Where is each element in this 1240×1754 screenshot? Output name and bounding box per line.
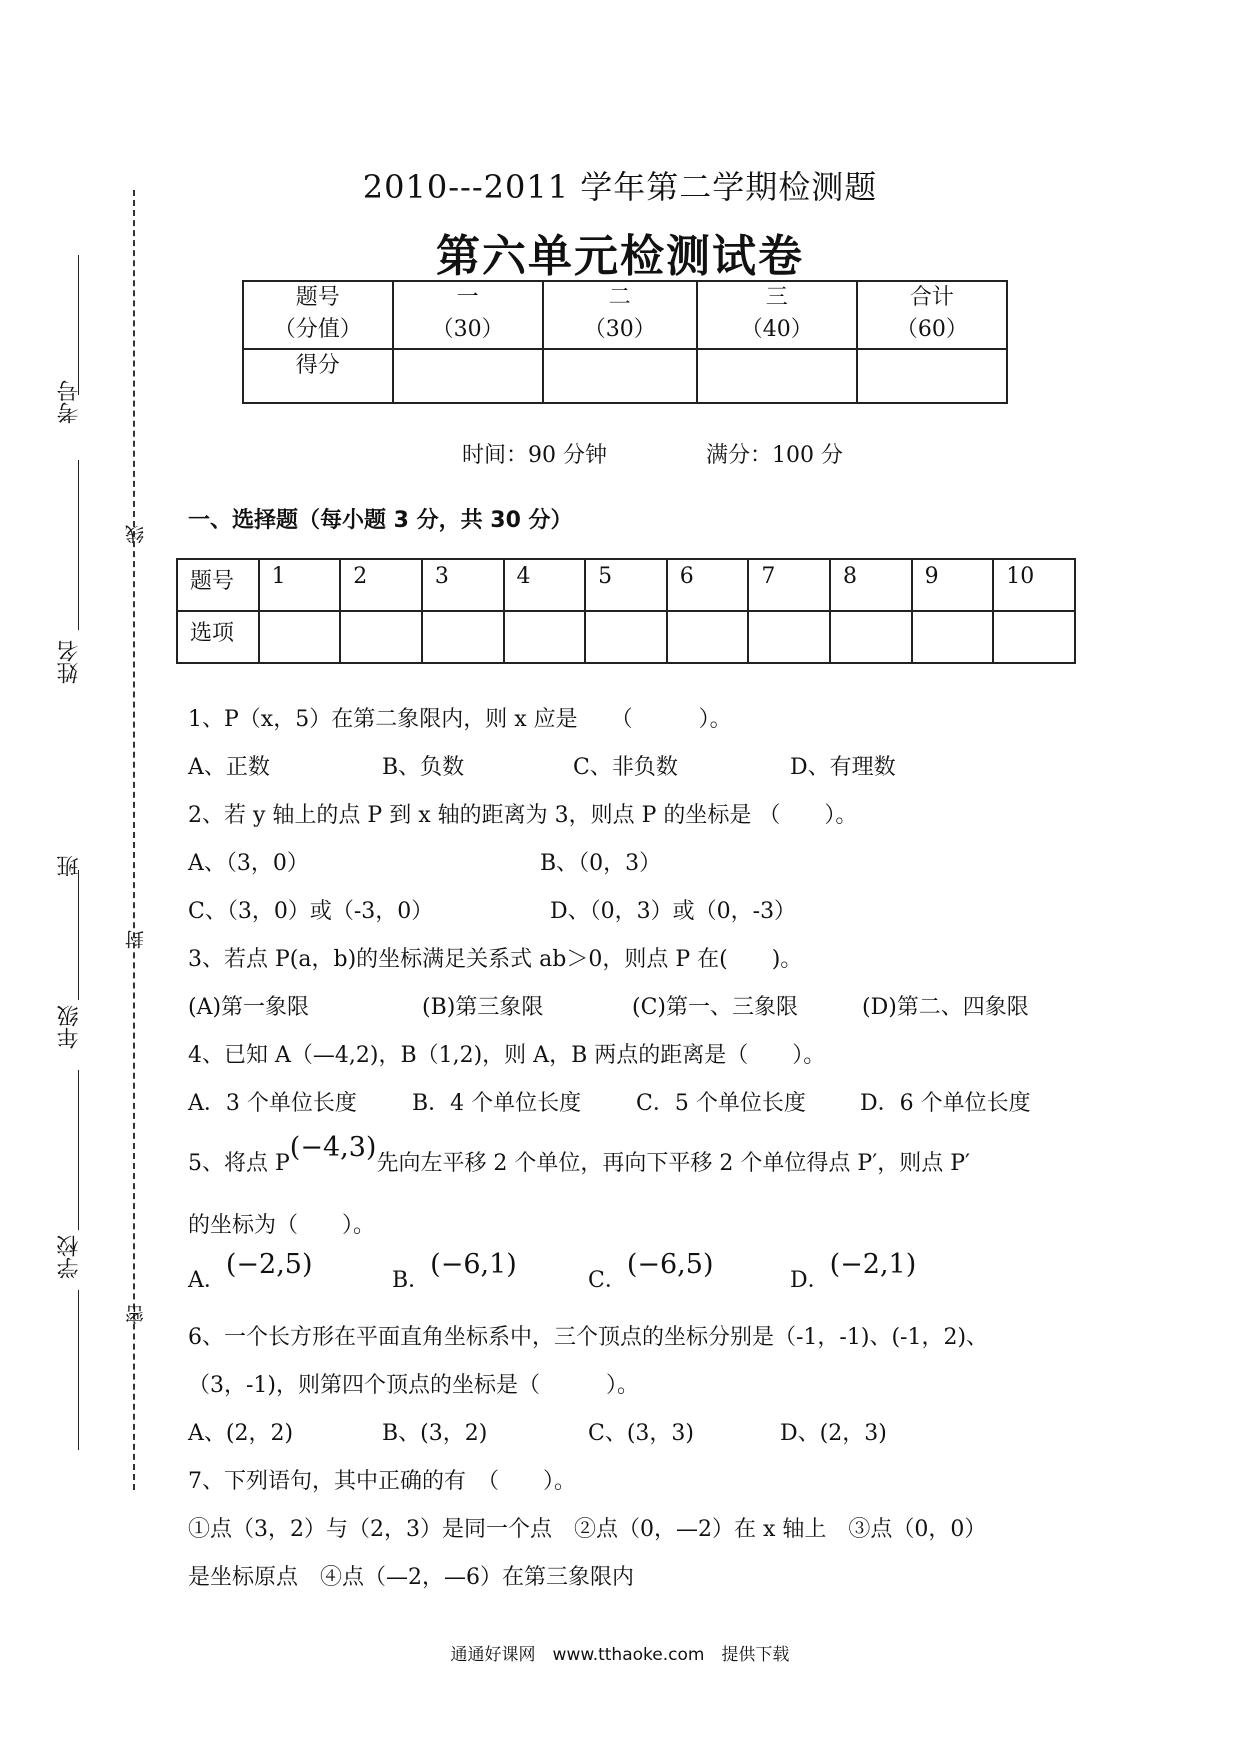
q3-option-a: (A)第一象限 <box>188 995 310 1020</box>
exam-title: 第六单元检测试卷 <box>436 231 804 282</box>
line-mark: 线 <box>125 525 147 544</box>
q2-option-d: D、（0，3）或（0，-3） <box>550 899 797 924</box>
class-label: 班 <box>57 855 82 877</box>
exam-time: 时间：90 分钟 <box>462 443 607 468</box>
answer-number: 9 <box>912 559 994 611</box>
q3-option-c: (C)第一、三象限 <box>632 995 798 1020</box>
secret-mark: 密 <box>125 1305 147 1324</box>
answer-table <box>176 558 1076 664</box>
school-label: 学校 <box>57 1235 82 1279</box>
q6-option-d: D、(2，3) <box>780 1421 887 1446</box>
q4-option-c: C．5 个单位长度 <box>636 1091 806 1116</box>
score-col-part1: 一 （30） <box>393 281 543 349</box>
exam-subtitle: 2010---2011 学年第二学期检测题 <box>362 168 878 206</box>
score-row-label: 得分 <box>243 349 393 403</box>
question-7: 7、下列语句，其中正确的有 （ ）。 <box>188 1469 576 1494</box>
answer-cell[interactable] <box>340 611 422 663</box>
q2-option-b: B、（0，3） <box>540 851 662 876</box>
score-col-part2: 二 （30） <box>543 281 697 349</box>
q1-option-b: B、负数 <box>382 755 465 780</box>
exam-full-score: 满分：100 分 <box>706 443 843 468</box>
answer-cell[interactable] <box>830 611 912 663</box>
question-7-statements-2: 是坐标原点 ④点（—2，—6）在第三象限内 <box>188 1565 634 1590</box>
answer-number: 7 <box>748 559 830 611</box>
q5-option-c: C．(−6,5) <box>588 1249 714 1293</box>
q5-point-p: (−4,3) <box>289 1132 377 1163</box>
question-4: 4、已知 A（—4,2)，B（1,2)，则 A，B 两点的距离是（ ）。 <box>188 1043 826 1068</box>
score-table <box>242 280 1008 404</box>
q3-option-d: (D)第二、四象限 <box>862 995 1029 1020</box>
answer-number: 2 <box>340 559 422 611</box>
question-6: 6、一个长方形在平面直角坐标系中，三个顶点的坐标分别是（-1，-1)、(-1，2)、 <box>188 1325 989 1350</box>
answer-row-label: 选项 <box>177 611 259 663</box>
q6-option-a: A、(2，2) <box>188 1421 294 1446</box>
answer-cell[interactable] <box>993 611 1075 663</box>
score-cell-part3[interactable] <box>697 349 857 403</box>
answer-number: 5 <box>585 559 667 611</box>
question-7-statements-1: ①点（3，2）与（2，3）是同一个点 ②点（0，—2）在 x 轴上 ③点（0，0） <box>188 1517 987 1542</box>
score-col-part3: 三 （40） <box>697 281 857 349</box>
answer-number: 1 <box>259 559 341 611</box>
q1-option-a: A、正数 <box>188 755 270 780</box>
score-col-header: 题号 （分值） <box>243 281 393 349</box>
question-2: 2、若 y 轴上的点 P 到 x 轴的距离为 3，则点 P 的坐标是 （ ）。 <box>188 803 858 828</box>
school-underline <box>78 1290 79 1450</box>
q1-option-d: D、有理数 <box>790 755 896 780</box>
answer-cell[interactable] <box>585 611 667 663</box>
q2-option-c: C、（3，0）或（-3，0） <box>188 899 434 924</box>
answer-cell[interactable] <box>422 611 504 663</box>
exam-no-label: 考号 <box>57 380 82 424</box>
answer-number: 3 <box>422 559 504 611</box>
q5-option-d: D．(−2,1) <box>790 1249 917 1293</box>
answer-number: 10 <box>993 559 1075 611</box>
class-underline <box>78 870 79 1000</box>
answer-cell[interactable] <box>912 611 994 663</box>
answer-cell[interactable] <box>748 611 830 663</box>
answer-number: 4 <box>504 559 586 611</box>
score-cell-part2[interactable] <box>543 349 697 403</box>
q4-option-a: A．3 个单位长度 <box>188 1091 357 1116</box>
question-1: 1、P（x，5）在第二象限内，则 x 应是 （ ）。 <box>188 707 732 732</box>
q3-option-b: (B)第三象限 <box>422 995 544 1020</box>
question-5-continued: 的坐标为（ ）。 <box>188 1213 376 1238</box>
answer-cell[interactable] <box>667 611 749 663</box>
section1-heading: 一、选择题（每小题 3 分，共 30 分） <box>188 508 573 533</box>
binding-dashed-line <box>133 190 135 1490</box>
answer-cell[interactable] <box>504 611 586 663</box>
score-col-total: 合计 （60） <box>857 281 1007 349</box>
question-3: 3、若点 P(a，b)的坐标满足关系式 ab＞0，则点 P 在( )。 <box>188 947 803 972</box>
score-cell-part1[interactable] <box>393 349 543 403</box>
question-5: 5、将点 P(−4,3)先向左平移 2 个单位，再向下平移 2 个单位得点 P′，则点 P′ <box>188 1132 970 1176</box>
seal-mark: 封 <box>125 930 147 949</box>
q5-option-a: A．(−2,5) <box>188 1249 313 1293</box>
question-6-continued: （3，-1)，则第四个顶点的坐标是（ ）。 <box>188 1373 640 1398</box>
q2-option-a: A、（3，0） <box>188 851 309 876</box>
q5-option-b: B．(−6,1) <box>392 1249 517 1293</box>
score-cell-total[interactable] <box>857 349 1007 403</box>
q6-option-c: C、(3，3) <box>588 1421 694 1446</box>
q4-option-b: B．4 个单位长度 <box>412 1091 582 1116</box>
answer-number: 6 <box>667 559 749 611</box>
answer-row-label: 题号 <box>177 559 259 611</box>
answer-number: 8 <box>830 559 912 611</box>
answer-cell[interactable] <box>259 611 341 663</box>
q4-option-d: D．6 个单位长度 <box>860 1091 1031 1116</box>
name-underline <box>78 460 79 630</box>
q1-option-c: C、非负数 <box>573 755 678 780</box>
footer-source: 通通好课网 www.tthaoke.com 提供下载 <box>450 1645 790 1665</box>
grade-underline <box>78 1070 79 1230</box>
grade-label: 年级 <box>57 1005 82 1049</box>
name-label: 姓名 <box>57 640 82 684</box>
q6-option-b: B、(3，2) <box>382 1421 488 1446</box>
